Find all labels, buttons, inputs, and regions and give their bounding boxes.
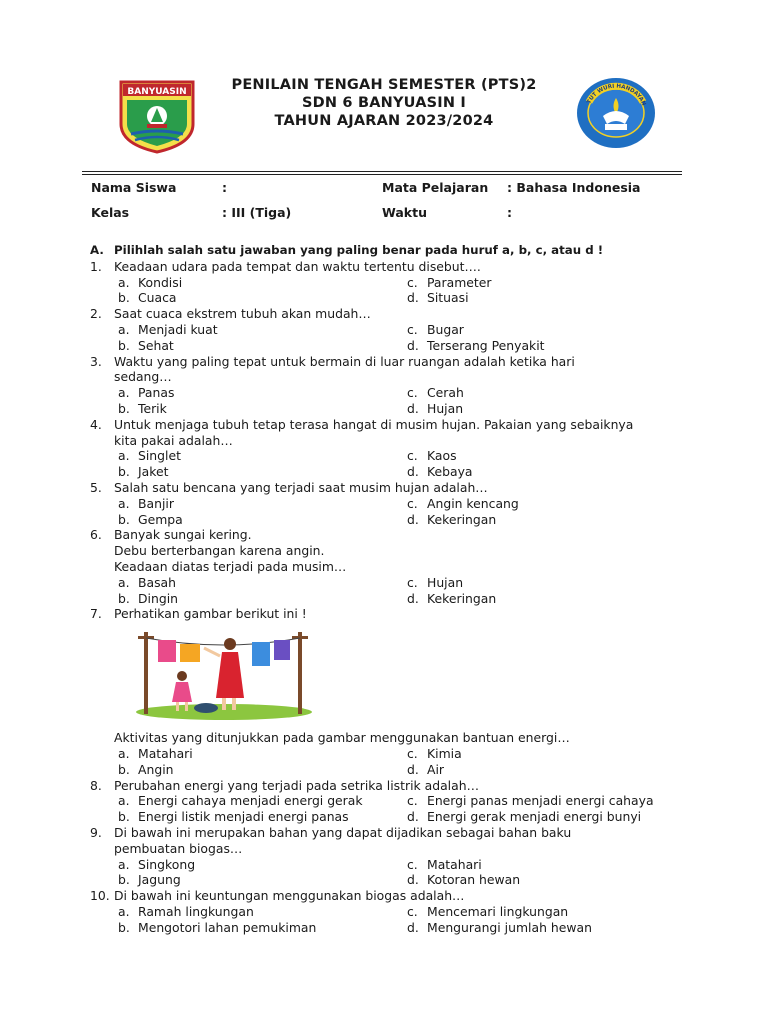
option-letter: b.: [118, 337, 130, 353]
option-row: [90, 857, 690, 873]
option-letter: c.: [407, 574, 418, 590]
option-letter: c.: [407, 448, 418, 464]
option-letter: a.: [118, 448, 130, 464]
nama-label: Nama Siswa: [91, 180, 177, 195]
option-text: Kotoran hewan: [427, 872, 521, 888]
kelas-label: Kelas: [91, 205, 130, 220]
option-letter: a.: [118, 793, 130, 809]
question-8: [90, 778, 690, 825]
logo-left-text: BANYUASIN: [127, 87, 187, 97]
header-year: TAHUN AJARAN 2023/2024: [274, 113, 494, 129]
section-instruction: [90, 243, 690, 259]
option-text: Angin kencang: [427, 495, 519, 511]
question-line: [90, 888, 690, 904]
option-b[interactable]: [118, 809, 349, 825]
option-text: Ramah lingkungan: [138, 903, 254, 919]
question-number: 5.: [90, 479, 102, 495]
option-row: [90, 512, 690, 528]
option-letter: d.: [407, 809, 419, 825]
option-a[interactable]: [118, 904, 254, 920]
option-b[interactable]: [118, 762, 174, 778]
option-row: [90, 275, 690, 291]
option-text: Terik: [138, 400, 167, 416]
question-line: Keadaan diatas terjadi pada musim…: [114, 558, 347, 574]
option-a[interactable]: [118, 275, 182, 291]
option-text: Cuaca: [138, 290, 177, 306]
option-c[interactable]: [407, 448, 457, 464]
question-line: [90, 527, 690, 543]
option-text: Energi cahaya menjadi energi gerak: [138, 793, 363, 809]
question-number: 4.: [90, 416, 102, 432]
question-text: Saat cuaca ekstrem tubuh akan mudah…: [114, 306, 371, 322]
option-text: Banjir: [138, 495, 174, 511]
question-10: [90, 888, 690, 935]
option-b[interactable]: [118, 872, 181, 888]
option-c[interactable]: [407, 496, 519, 512]
option-row: [90, 322, 690, 338]
question-line: kita pakai adalah…: [114, 432, 233, 448]
option-letter: d.: [407, 464, 419, 480]
option-letter: c.: [407, 495, 418, 511]
option-d[interactable]: [407, 401, 463, 417]
option-d[interactable]: [407, 512, 496, 528]
mapel-label: Mata Pelajaran: [382, 180, 489, 195]
question-number: 6.: [90, 527, 102, 543]
question-line: [90, 417, 690, 433]
question-line: [90, 778, 690, 794]
option-d[interactable]: [407, 920, 592, 936]
option-row: [90, 448, 690, 464]
option-b[interactable]: [118, 591, 178, 607]
option-d[interactable]: [407, 338, 545, 354]
option-text: Terserang Penyakit: [427, 337, 545, 353]
option-letter: a.: [118, 321, 130, 337]
option-letter: d.: [407, 919, 419, 935]
option-text: Kekeringan: [427, 590, 497, 606]
header-title: PENILAIN TENGAH SEMESTER (PTS)2: [231, 77, 537, 93]
question-text: Di bawah ini merupakan bahan yang dapat dijadikan sebagai bahan baku: [114, 824, 572, 840]
option-a[interactable]: [118, 857, 195, 873]
question-line: [90, 259, 690, 275]
option-row: [90, 575, 690, 591]
option-letter: b.: [118, 400, 130, 416]
option-letter: b.: [118, 511, 130, 527]
option-row: [90, 591, 690, 607]
question-list: [90, 243, 690, 935]
option-letter: a.: [118, 903, 130, 919]
question-line: [90, 825, 690, 841]
option-text: Energi panas menjadi energi cahaya: [427, 793, 654, 809]
option-text: Singkong: [138, 856, 196, 872]
document-header: [0, 76, 768, 130]
option-a[interactable]: [118, 746, 193, 762]
option-letter: a.: [118, 574, 130, 590]
option-a[interactable]: [118, 575, 176, 591]
question-line: [90, 306, 690, 322]
option-d[interactable]: [407, 762, 444, 778]
option-text: Parameter: [427, 274, 492, 290]
option-row: [90, 809, 690, 825]
option-letter: c.: [407, 274, 418, 290]
section-letter: A.: [90, 243, 104, 257]
option-letter: c.: [407, 321, 418, 337]
option-text: Mengotori lahan pemukiman: [138, 919, 317, 935]
option-row: [90, 762, 690, 778]
option-letter: d.: [407, 761, 419, 777]
option-letter: b.: [118, 809, 130, 825]
option-c[interactable]: [407, 857, 482, 873]
question-2: [90, 306, 690, 353]
question-line: pembuatan biogas…: [114, 840, 243, 856]
option-text: Mencemari lingkungan: [427, 903, 569, 919]
option-letter: a.: [118, 856, 130, 872]
option-row: [90, 872, 690, 888]
option-d[interactable]: [407, 872, 520, 888]
question-7: [90, 606, 690, 777]
option-text: Panas: [138, 385, 175, 401]
option-a[interactable]: [118, 385, 174, 401]
option-letter: c.: [407, 793, 418, 809]
question-text: Keadaan udara pada tempat dan waktu tertentu disebut….: [114, 258, 481, 274]
option-b[interactable]: [118, 464, 168, 480]
waktu-colon: :: [507, 205, 512, 220]
mapel-value: : Bahasa Indonesia: [507, 180, 641, 195]
option-a[interactable]: [118, 322, 218, 338]
option-letter: a.: [118, 274, 130, 290]
option-text: Kekeringan: [427, 511, 497, 527]
question-number: 10.: [90, 888, 110, 904]
option-d[interactable]: [407, 591, 496, 607]
option-row: [90, 746, 690, 762]
option-text: Gempa: [138, 511, 183, 527]
option-letter: a.: [118, 385, 130, 401]
kelas-value: : III (Tiga): [222, 205, 292, 220]
question-text: Di bawah ini keuntungan menggunakan biogas adalah…: [114, 888, 465, 904]
logo-right-text: TUT WURI HANDAYAN: [586, 83, 647, 107]
option-b[interactable]: [118, 512, 183, 528]
option-text: Energi gerak menjadi energi bunyi: [427, 809, 642, 825]
option-a[interactable]: [118, 793, 363, 809]
option-row: [90, 401, 690, 417]
option-letter: b.: [118, 761, 130, 777]
question-text: Perubahan energi yang terjadi pada setrika listrik adalah…: [114, 777, 479, 793]
option-letter: c.: [407, 745, 418, 761]
option-letter: b.: [118, 464, 130, 480]
option-letter: d.: [407, 511, 419, 527]
option-text: Energi listik menjadi energi panas: [138, 809, 349, 825]
question-number: 3.: [90, 353, 102, 369]
question-number: 1.: [90, 258, 102, 274]
option-text: Situasi: [427, 290, 469, 306]
option-d[interactable]: [407, 464, 473, 480]
option-letter: b.: [118, 872, 130, 888]
question-text: Untuk menjaga tubuh tetap terasa hangat di musim hujan. Pakaian yang sebaiknya: [114, 416, 634, 432]
option-d[interactable]: [407, 809, 641, 825]
option-a[interactable]: [118, 448, 181, 464]
option-row: [90, 496, 690, 512]
option-text: Dingin: [138, 590, 178, 606]
option-text: Cerah: [427, 385, 464, 401]
question-line: Debu berterbangan karena angin.: [114, 543, 325, 559]
question-number: 7.: [90, 606, 102, 622]
option-c[interactable]: [407, 322, 464, 338]
option-text: Kaos: [427, 448, 457, 464]
question-number: 9.: [90, 824, 102, 840]
option-row: [90, 290, 690, 306]
option-c[interactable]: [407, 275, 491, 291]
waktu-label: Waktu: [382, 205, 427, 220]
option-text: Matahari: [427, 856, 482, 872]
option-c[interactable]: [407, 746, 462, 762]
question-line: [90, 354, 690, 370]
question-4: [90, 417, 690, 480]
option-text: Kimia: [427, 745, 462, 761]
option-row: [90, 385, 690, 401]
option-b[interactable]: [118, 338, 174, 354]
option-letter: b.: [118, 590, 130, 606]
option-row: [90, 338, 690, 354]
option-text: Kondisi: [138, 274, 183, 290]
option-text: Hujan: [427, 400, 464, 416]
option-c[interactable]: [407, 904, 568, 920]
option-letter: d.: [407, 590, 419, 606]
question-1: [90, 259, 690, 306]
question-9: [90, 825, 690, 888]
option-letter: b.: [118, 290, 130, 306]
question-3: [90, 354, 690, 417]
option-text: Mengurangi jumlah hewan: [427, 919, 592, 935]
option-letter: a.: [118, 495, 130, 511]
laundry-drying-picture: [90, 626, 690, 724]
question-line: [90, 480, 690, 496]
option-letter: d.: [407, 337, 419, 353]
option-text: Hujan: [427, 574, 464, 590]
option-text: Sehat: [138, 337, 174, 353]
header-rule-bottom: [82, 174, 682, 175]
question-number: 2.: [90, 306, 102, 322]
option-text: Kebaya: [427, 464, 473, 480]
option-text: Angin: [138, 761, 174, 777]
option-text: Matahari: [138, 745, 193, 761]
question-number: 8.: [90, 777, 102, 793]
question-5: [90, 480, 690, 527]
option-text: Jagung: [138, 872, 181, 888]
option-row: [90, 464, 690, 480]
option-c[interactable]: [407, 575, 463, 591]
header-school: SDN 6 BANYUASIN I: [301, 95, 467, 111]
option-text: Bugar: [427, 321, 464, 337]
option-letter: c.: [407, 385, 418, 401]
option-d[interactable]: [407, 290, 469, 306]
question-text: Banyak sungai kering.: [114, 527, 252, 543]
option-text: Menjadi kuat: [138, 321, 218, 337]
nama-colon: :: [222, 180, 227, 195]
option-c[interactable]: [407, 385, 464, 401]
option-row: [90, 793, 690, 809]
option-text: Singlet: [138, 448, 181, 464]
option-row: [90, 904, 690, 920]
question-text: Salah satu bencana yang terjadi saat musim hujan adalah…: [114, 479, 488, 495]
instruction-text: Pilihlah salah satu jawaban yang paling benar pada huruf a, b, c, atau d !: [114, 243, 604, 257]
option-text: Basah: [138, 574, 176, 590]
question-text: Perhatikan gambar berikut ini !: [114, 606, 307, 622]
option-letter: c.: [407, 903, 418, 919]
option-letter: d.: [407, 290, 419, 306]
question-line: sedang…: [114, 369, 172, 385]
option-letter: a.: [118, 745, 130, 761]
option-letter: d.: [407, 400, 419, 416]
option-letter: b.: [118, 919, 130, 935]
option-b[interactable]: [118, 290, 177, 306]
option-row: [90, 920, 690, 936]
option-text: Air: [427, 761, 445, 777]
question-followup-text: Aktivitas yang ditunjukkan pada gambar menggunakan bantuan energi…: [114, 730, 570, 746]
option-c[interactable]: [407, 793, 654, 809]
question-6: [90, 527, 690, 606]
header-rule-top: [82, 171, 682, 172]
option-b[interactable]: [118, 401, 167, 417]
option-letter: c.: [407, 856, 418, 872]
question-line: [90, 606, 690, 622]
option-a[interactable]: [118, 496, 174, 512]
option-b[interactable]: [118, 920, 316, 936]
option-letter: d.: [407, 872, 419, 888]
question-text: Waktu yang paling tepat untuk bermain di luar ruangan adalah ketika hari: [114, 353, 575, 369]
option-text: Jaket: [138, 464, 169, 480]
